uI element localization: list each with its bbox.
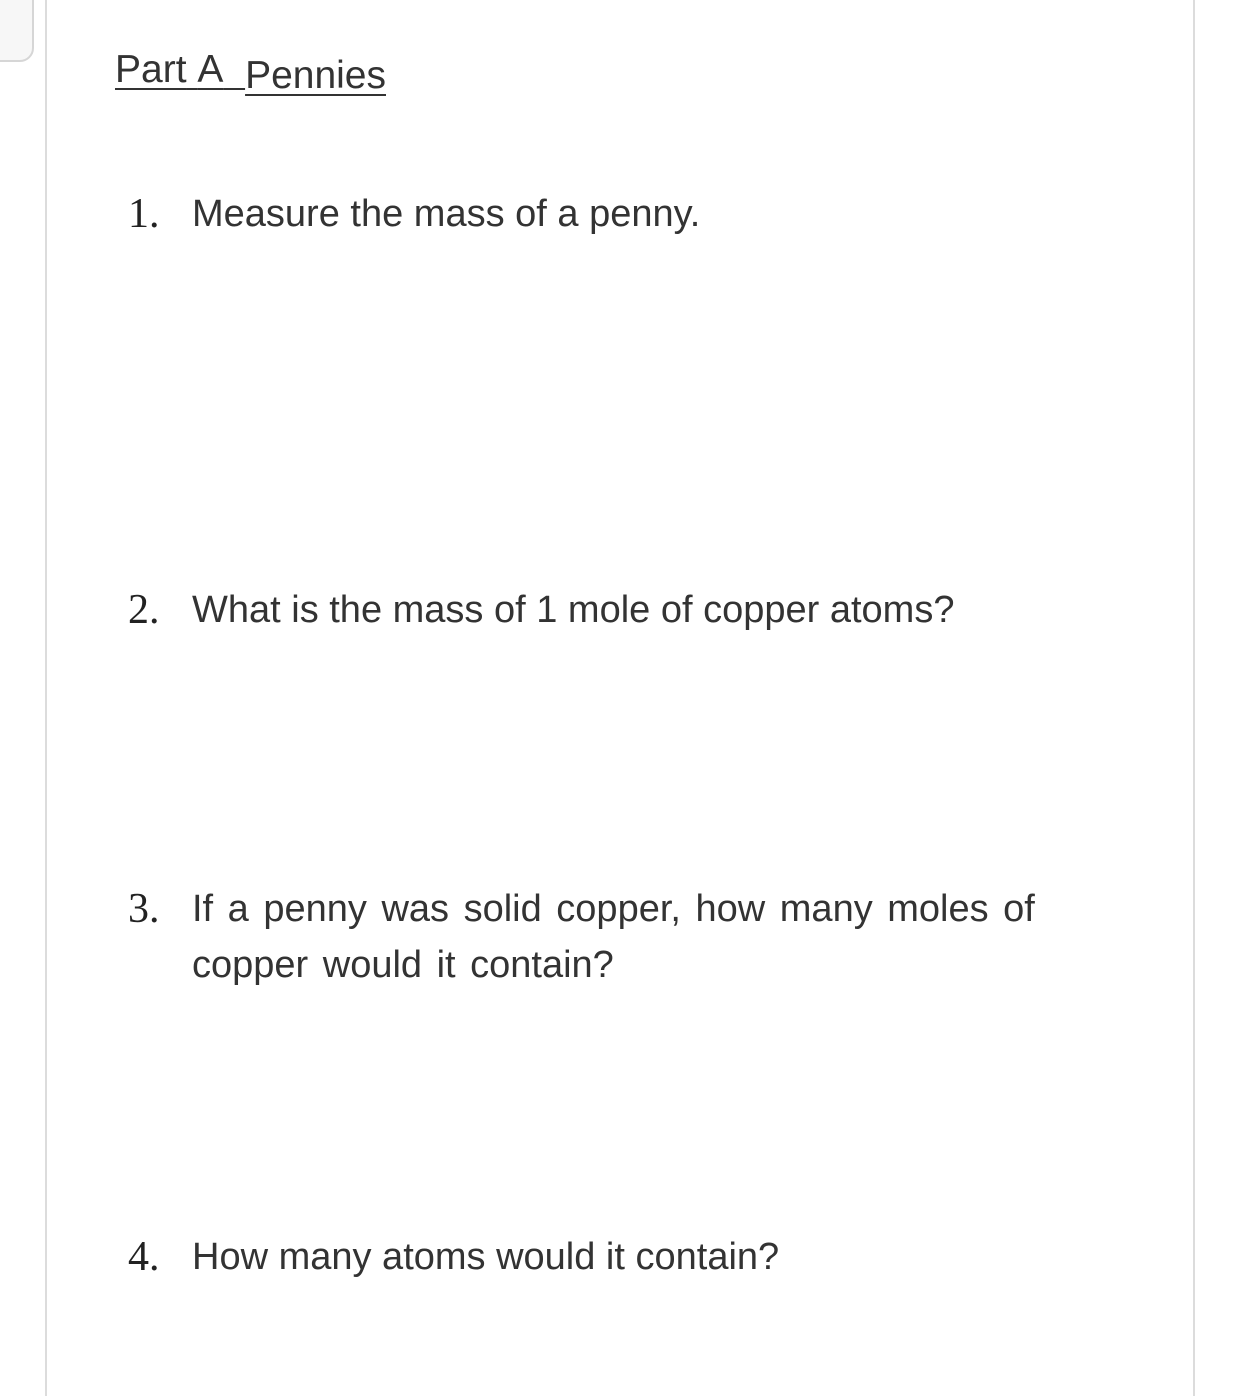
question-text: What is the mass of 1 mole of copper atoms? (192, 589, 955, 631)
heading-letter: A (197, 48, 224, 91)
question-number: 4. (128, 1234, 160, 1280)
question-4 (128, 1229, 1108, 1285)
page-border-left (45, 0, 47, 1396)
section-heading (115, 46, 386, 97)
question-text: How many atoms would it contain? (192, 1236, 780, 1278)
question-3 (128, 881, 1108, 993)
page-border-right (1193, 0, 1195, 1396)
heading-title: Pennies (245, 54, 386, 97)
question-2 (128, 582, 1108, 638)
question-text: Measure the mass of a penny. (192, 193, 701, 235)
question-text: If a penny was solid copper, how many moles of copper would it contain? (192, 888, 1035, 986)
question-number: 2. (128, 587, 160, 633)
question-1 (128, 186, 1108, 242)
heading-part: Part (115, 48, 187, 91)
question-number: 1. (128, 191, 160, 237)
corner-panel (0, 0, 34, 62)
question-number: 3. (128, 886, 160, 932)
